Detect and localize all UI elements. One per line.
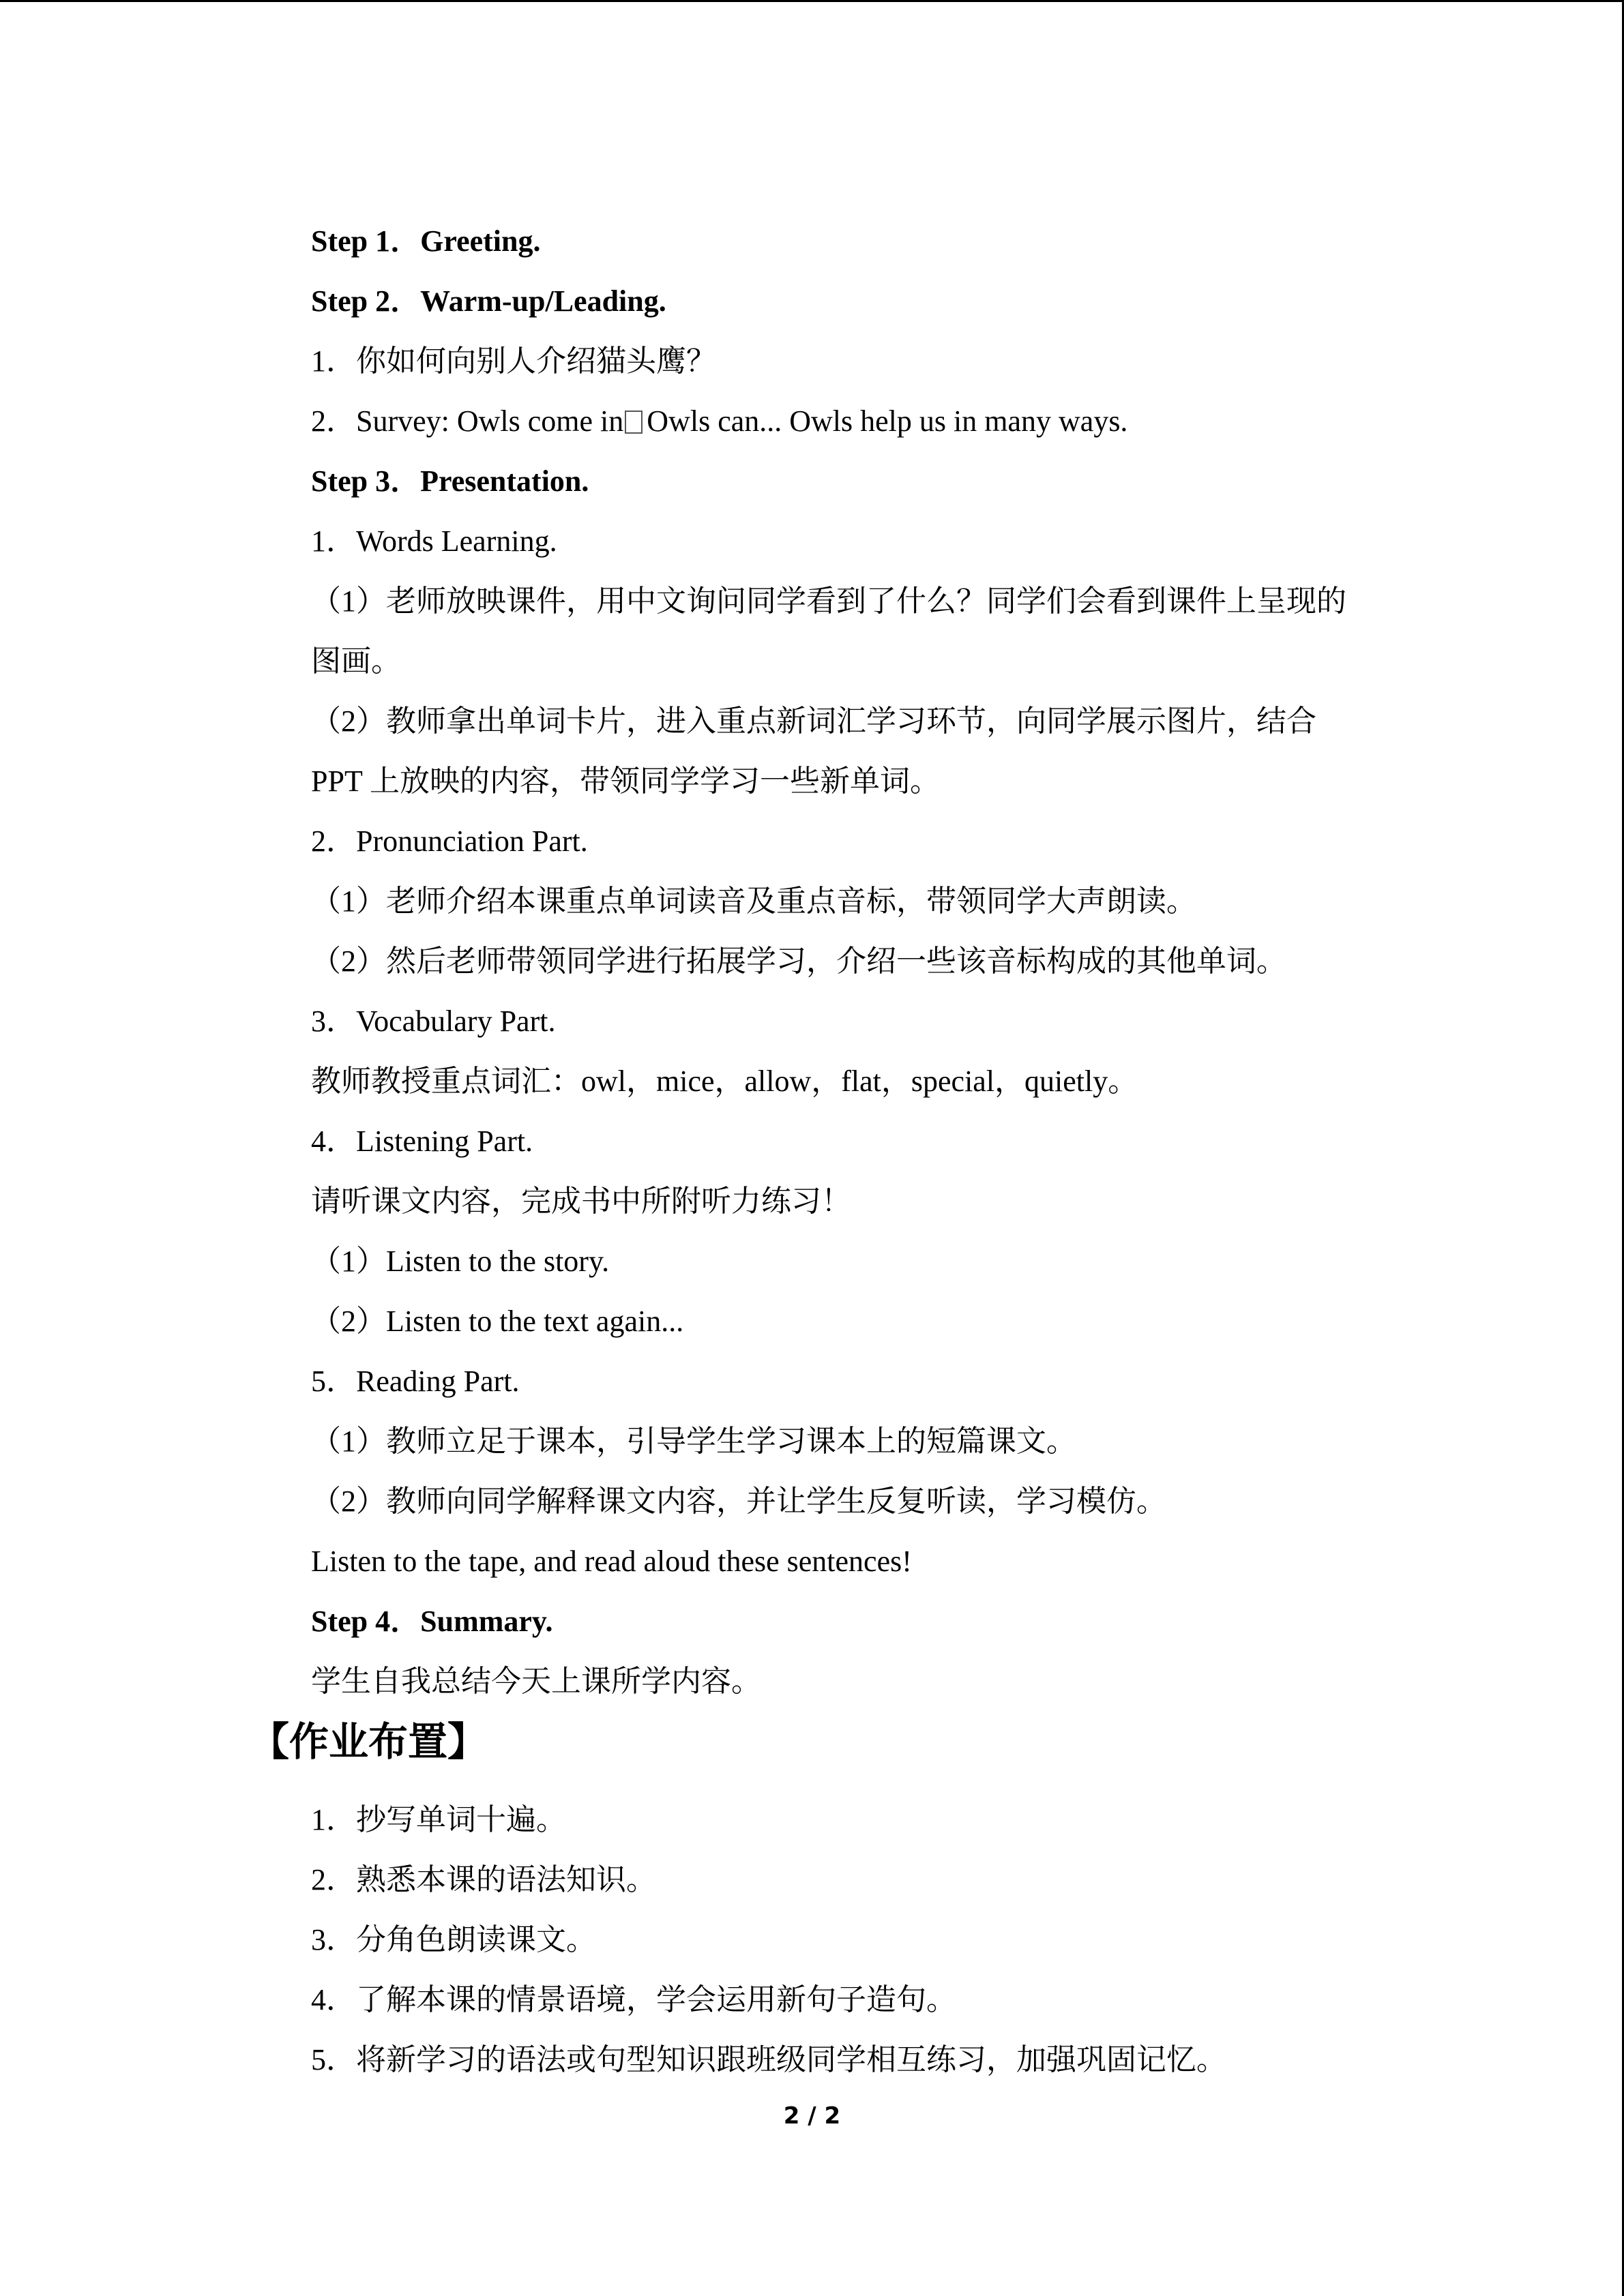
missing-glyph-box [625, 411, 643, 434]
step-3-item-4-para-2: （1）Listen to the story. [311, 1244, 610, 1278]
step-4-heading: Step 4．Summary. [311, 1605, 553, 1638]
step-3-item-1-para-1: （1）老师放映课件，用中文询问同学看到了什么？同学们会看到课件上呈现的图画。 [311, 584, 1346, 678]
survey-text-a: 2．Survey: Owls come in [311, 404, 624, 438]
step-3-item-5-para-1: （1）教师立足于课本，引导学生学习课本上的短篇课文。 [311, 1425, 1076, 1458]
step-2-item-2 [311, 391, 1375, 451]
homework-item: 3．分角色朗读课文。 [311, 1923, 596, 1956]
homework-item: 5．将新学习的语法或句型知识跟班级同学相互练习，加强巩固记忆。 [311, 2043, 1226, 2076]
step-3-item-5: 5．Reading Part. [311, 1365, 520, 1398]
step-3-item-5-para-3: Listen to the tape, and read aloud these sentences! [311, 1545, 912, 1578]
step-3-item-4-para-3: （2）Listen to the text again... [311, 1304, 684, 1338]
step-2-heading: Step 2．Warm-up/Leading. [311, 284, 666, 318]
step-3-item-3: 3．Vocabulary Part. [311, 1004, 556, 1038]
step-3-heading: Step 3．Presentation. [311, 464, 589, 498]
step-3-item-1-para-2: （2）教师拿出单词卡片，进入重点新词汇学习环节，向同学展示图片，结合 PPT 上放映的内容，带领同学学习一些新单词。 [311, 704, 1316, 798]
step-3-item-2: 2．Pronunciation Part. [311, 824, 588, 858]
homework-list [311, 1790, 1375, 2090]
step-3-item-2-para-2: （2）然后老师带领同学进行拓展学习，介绍一些该音标构成的其他单词。 [311, 944, 1286, 978]
homework-item: 1．抄写单词十遍。 [311, 1803, 566, 1836]
step-3-item-5-para-2: （2）教师向同学解释课文内容，并让学生反复听读，学习模仿。 [311, 1485, 1166, 1518]
step-3-item-3-para-1: 教师教授重点词汇：owl，mice，allow，flat，special，quietly。 [311, 1064, 1138, 1098]
homework-heading: 【作业布置】 [250, 1718, 488, 1765]
step-3-item-4-para-1: 请听课文内容，完成书中所附听力练习！ [311, 1184, 851, 1218]
lesson-steps [311, 211, 1375, 1712]
step-1-heading: Step 1．Greeting. [311, 224, 541, 258]
page-number: 2 / 2 [783, 2102, 841, 2130]
homework-item: 4．了解本课的情景语境，学会运用新句子造句。 [311, 1983, 956, 2016]
step-2-item-1: 1．你如何向别人介绍猫头鹰？ [311, 344, 716, 378]
survey-text-b: Owls can... Owls help us in many ways. [647, 404, 1128, 438]
step-4-para-1: 学生自我总结今天上课所学内容。 [311, 1665, 761, 1698]
step-3-item-1: 1．Words Learning. [311, 524, 557, 558]
step-3-item-4: 4．Listening Part. [311, 1124, 533, 1158]
homework-item: 2．熟悉本课的语法知识。 [311, 1863, 656, 1896]
step-3-item-2-para-1: （1）老师介绍本课重点单词读音及重点音标，带领同学大声朗读。 [311, 884, 1196, 918]
